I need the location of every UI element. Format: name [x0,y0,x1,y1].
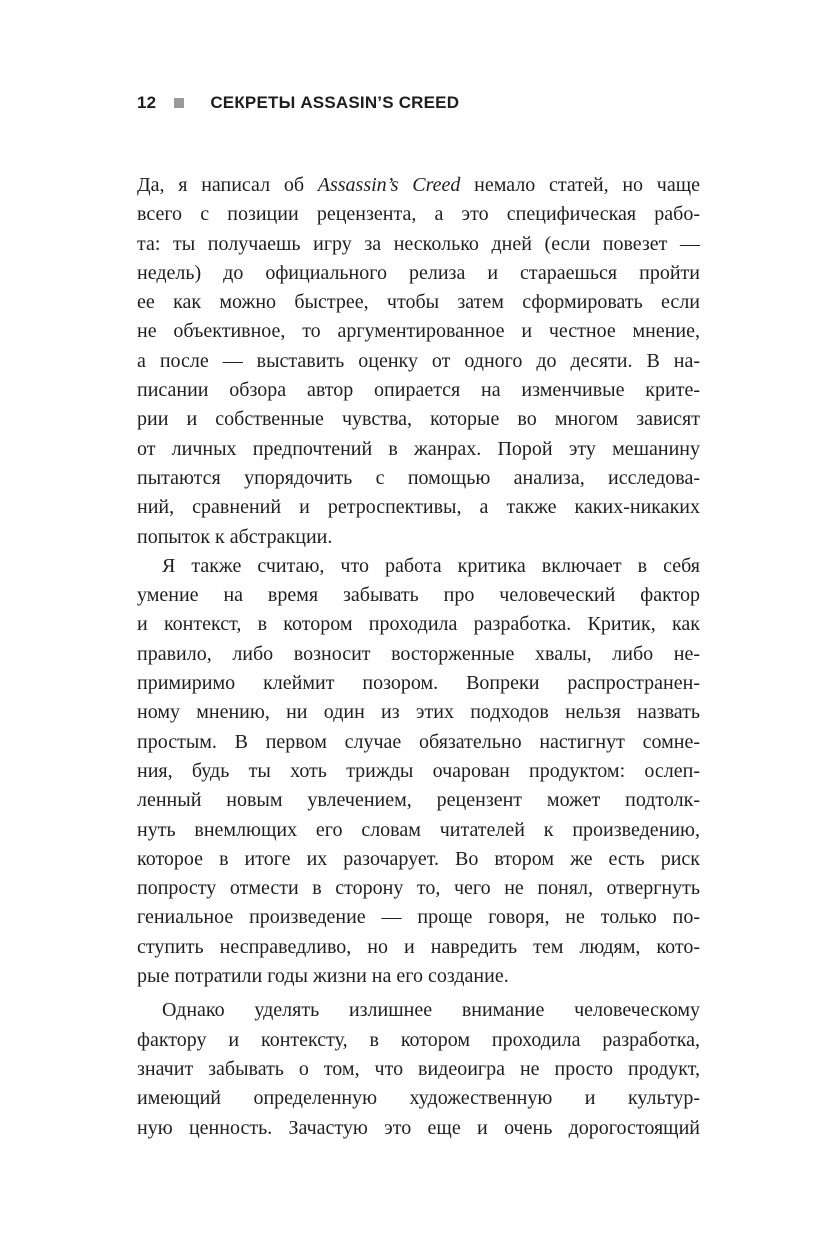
text-line: рии и собственные чувства, которые во многом зависят [137,408,700,431]
book-title: СЕКРЕТЫ ASSASIN’S CREED [210,93,460,112]
text-line: а после — выставить оценку от одного до десяти. В на- [137,349,700,372]
text-line: писании обзора автор опирается на изменчивые крите- [137,379,700,402]
text-line: умение на время забывать про человеческий фактор [137,584,700,607]
text-line: от личных предпочтений в жанрах. Порой эту мешанину [137,437,700,460]
text-line: всего с позиции рецензента, а это специфическая рабо- [137,203,700,226]
text-line: которое в итоге их разочарует. Во втором же есть риск [137,847,700,870]
text-line: пытаются упорядочить с помощью анализа, исследова- [137,466,700,489]
text-line: ее как можно быстрее, чтобы затем сформировать если [137,291,700,314]
text-line: значит забывать о том, что видеоигра не просто продукт, [137,1057,700,1080]
text-line: попросту отмести в сторону то, чего не понял, отвергнуть [137,877,700,900]
paragraph-3 [137,996,700,1142]
running-head [137,90,459,116]
text-line: та: ты получаешь игру за несколько дней (если повезет — [137,232,700,255]
paragraph-1 [137,171,700,552]
text-line: нуть внемлющих его словам читателей к произведению, [137,818,700,841]
text-line: примиримо клеймит позором. Вопреки распространен- [137,672,700,695]
text-line: попыток к абстракции. [137,525,333,548]
text-line: и контекст, в котором проходила разработка. Критик, как [137,613,700,636]
text-line: Я также считаю, что работа критика включает в себя [162,554,700,577]
text-line: ний, сравнений и ретроспективы, а также каких-никаких [137,496,700,519]
text-line: простым. В первом случае обязательно настигнут сомне- [137,730,700,753]
text-line: ленный новым увлечением, рецензент может подтолк- [137,789,700,812]
text-line: ступить несправедливо, но и навредить тем людям, кото- [137,935,700,958]
text-line: фактору и контексту, в котором проходила разработка, [137,1028,700,1051]
game-title-italic: Assassin’s Creed [317,174,461,196]
text-body [137,171,700,1143]
text-line: гениальное произведение — проще говоря, не только по- [137,906,700,929]
page-number: 12 [137,93,157,112]
text-line: не объективное, то аргументированное и честное мнение, [137,320,700,343]
text-line: Однако уделять излишнее внимание человеческому [162,999,700,1022]
text-line: Да, я написал об Assassin’s Creed немало статей, но чаще [137,174,700,196]
separator-square-icon [174,98,184,108]
text-line: имеющий определенную художественную и культур- [137,1087,700,1110]
text-line: ному мнению, ни один из этих подходов нельзя назвать [137,701,700,724]
text-line: правило, либо возносит восторженные хвалы, либо не- [137,642,700,665]
text-line: ную ценность. Зачастую это еще и очень дорогостоящий [137,1116,700,1139]
paragraph-2 [137,552,700,991]
text-line: ния, будь ты хоть трижды очарован продуктом: ослеп- [137,759,700,782]
text-line: рые потратили годы жизни на его создание. [137,965,509,988]
text-line: недель) до официального релиза и стараешься пройти [137,261,700,284]
